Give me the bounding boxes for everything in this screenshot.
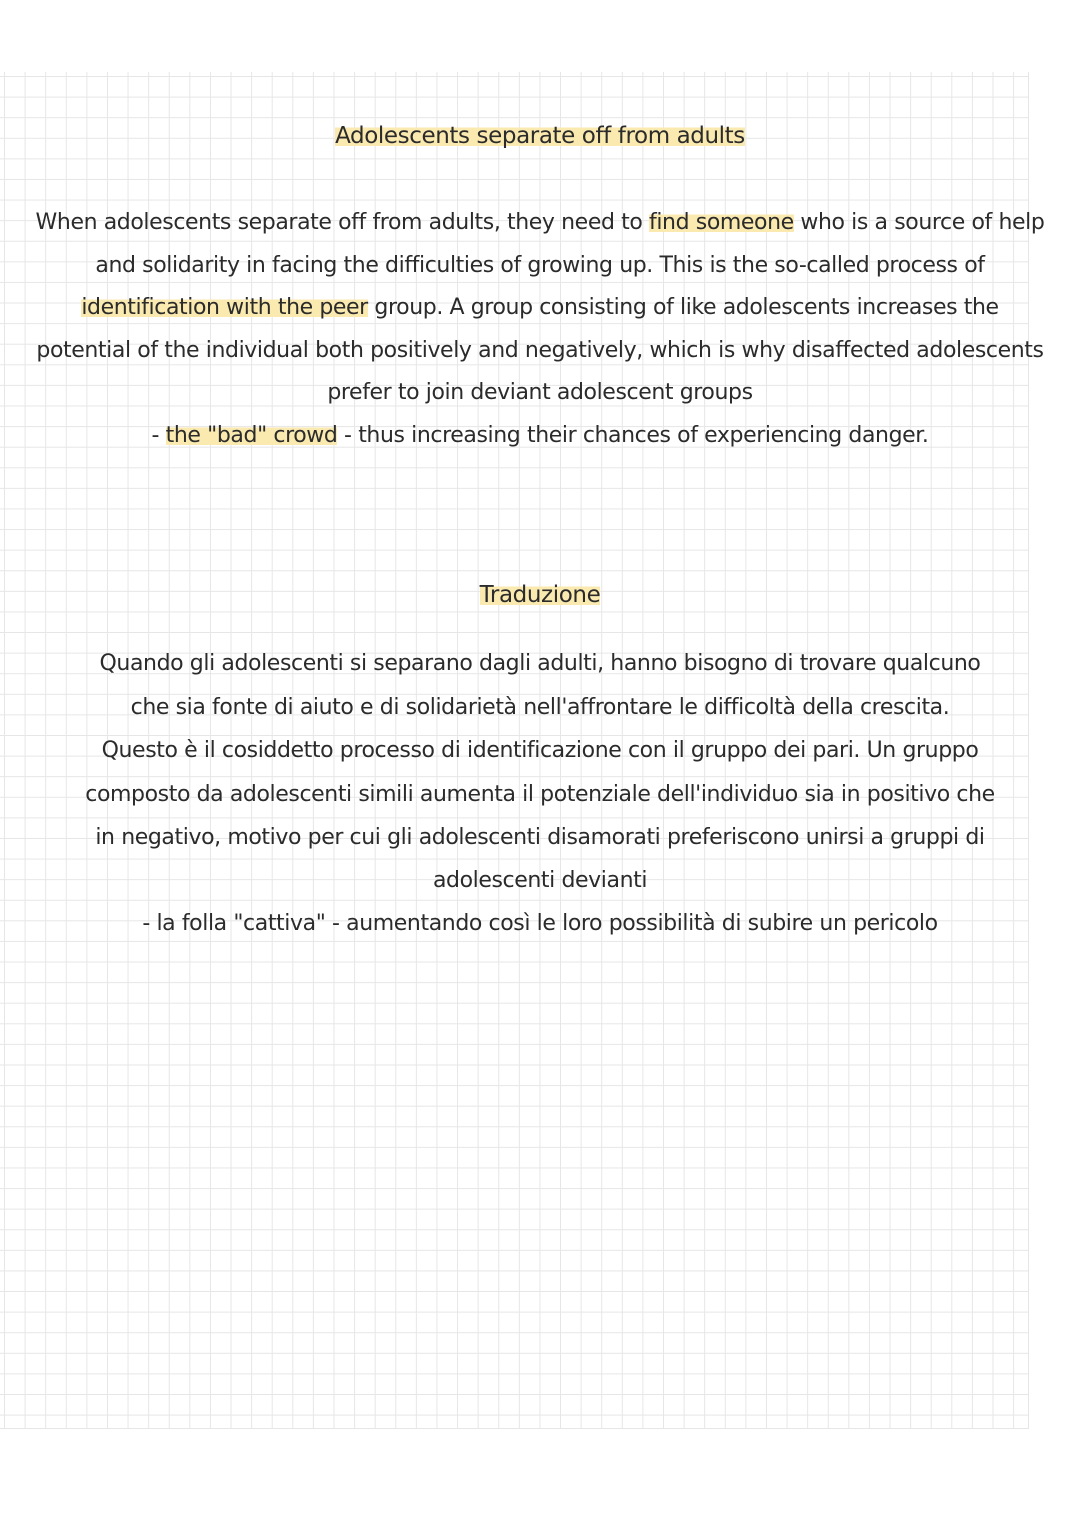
english-line-5-text: prefer to join deviant adolescent groups [327, 380, 753, 405]
english-title: Adolescents separate off from adults [335, 123, 745, 149]
english-line-1 [0, 207, 1080, 239]
italian-line-2 [0, 692, 1080, 724]
english-line-6-highlight: the "bad" crowd [165, 423, 338, 448]
italian-line-6-text: adolescenti devianti [432, 868, 648, 893]
italian-line-4-text: composto da adolescenti simili aumenta il potenziale dell'individuo sia in positivo che [85, 782, 995, 807]
italian-line-3 [0, 735, 1080, 767]
italian-line-7-text: - la folla "cattiva" - aumentando così le loro possibilità di subire un pericolo [142, 911, 938, 936]
english-line-4-text: potential of the individual both positively and negatively, which is why disaffected adolescents [36, 338, 1044, 363]
english-line-6-b: - thus increasing their chances of experiencing danger. [337, 423, 929, 448]
italian-title-line [0, 579, 1080, 611]
italian-title: Traduzione [479, 582, 601, 608]
italian-line-5-text: in negativo, motivo per cui gli adolescenti disamorati preferiscono unirsi a gruppi di [95, 825, 985, 850]
english-line-6 [0, 420, 1080, 452]
english-line-3 [0, 292, 1080, 324]
english-line-2 [0, 250, 1080, 282]
italian-line-5 [0, 822, 1080, 854]
italian-line-7 [0, 908, 1080, 940]
italian-line-4 [0, 779, 1080, 811]
italian-line-1-text: Quando gli adolescenti si separano dagli adulti, hanno bisogno di trovare qualcuno [99, 651, 981, 676]
english-title-line [0, 120, 1080, 152]
english-line-5 [0, 377, 1080, 409]
italian-line-1 [0, 648, 1080, 680]
english-line-3-highlight: identification with the peer [81, 295, 368, 320]
english-line-4 [0, 335, 1080, 367]
english-line-1-a: When adolescents separate off from adults, they need to [35, 210, 649, 235]
english-line-6-a: - [151, 423, 166, 448]
english-line-1-highlight: find someone [649, 210, 794, 235]
english-line-3-b: group. A group consisting of like adolescents increases the [367, 295, 999, 320]
english-line-2-text: and solidarity in facing the difficulties of growing up. This is the so-called process of [95, 253, 985, 278]
italian-line-3-text: Questo è il cosiddetto processo di identificazione con il gruppo dei pari. Un gruppo [101, 738, 979, 763]
italian-line-2-text: che sia fonte di aiuto e di solidarietà nell'affrontare le difficoltà della crescita. [130, 695, 950, 720]
english-line-1-b: who is a source of help [793, 210, 1045, 235]
italian-line-6 [0, 865, 1080, 897]
